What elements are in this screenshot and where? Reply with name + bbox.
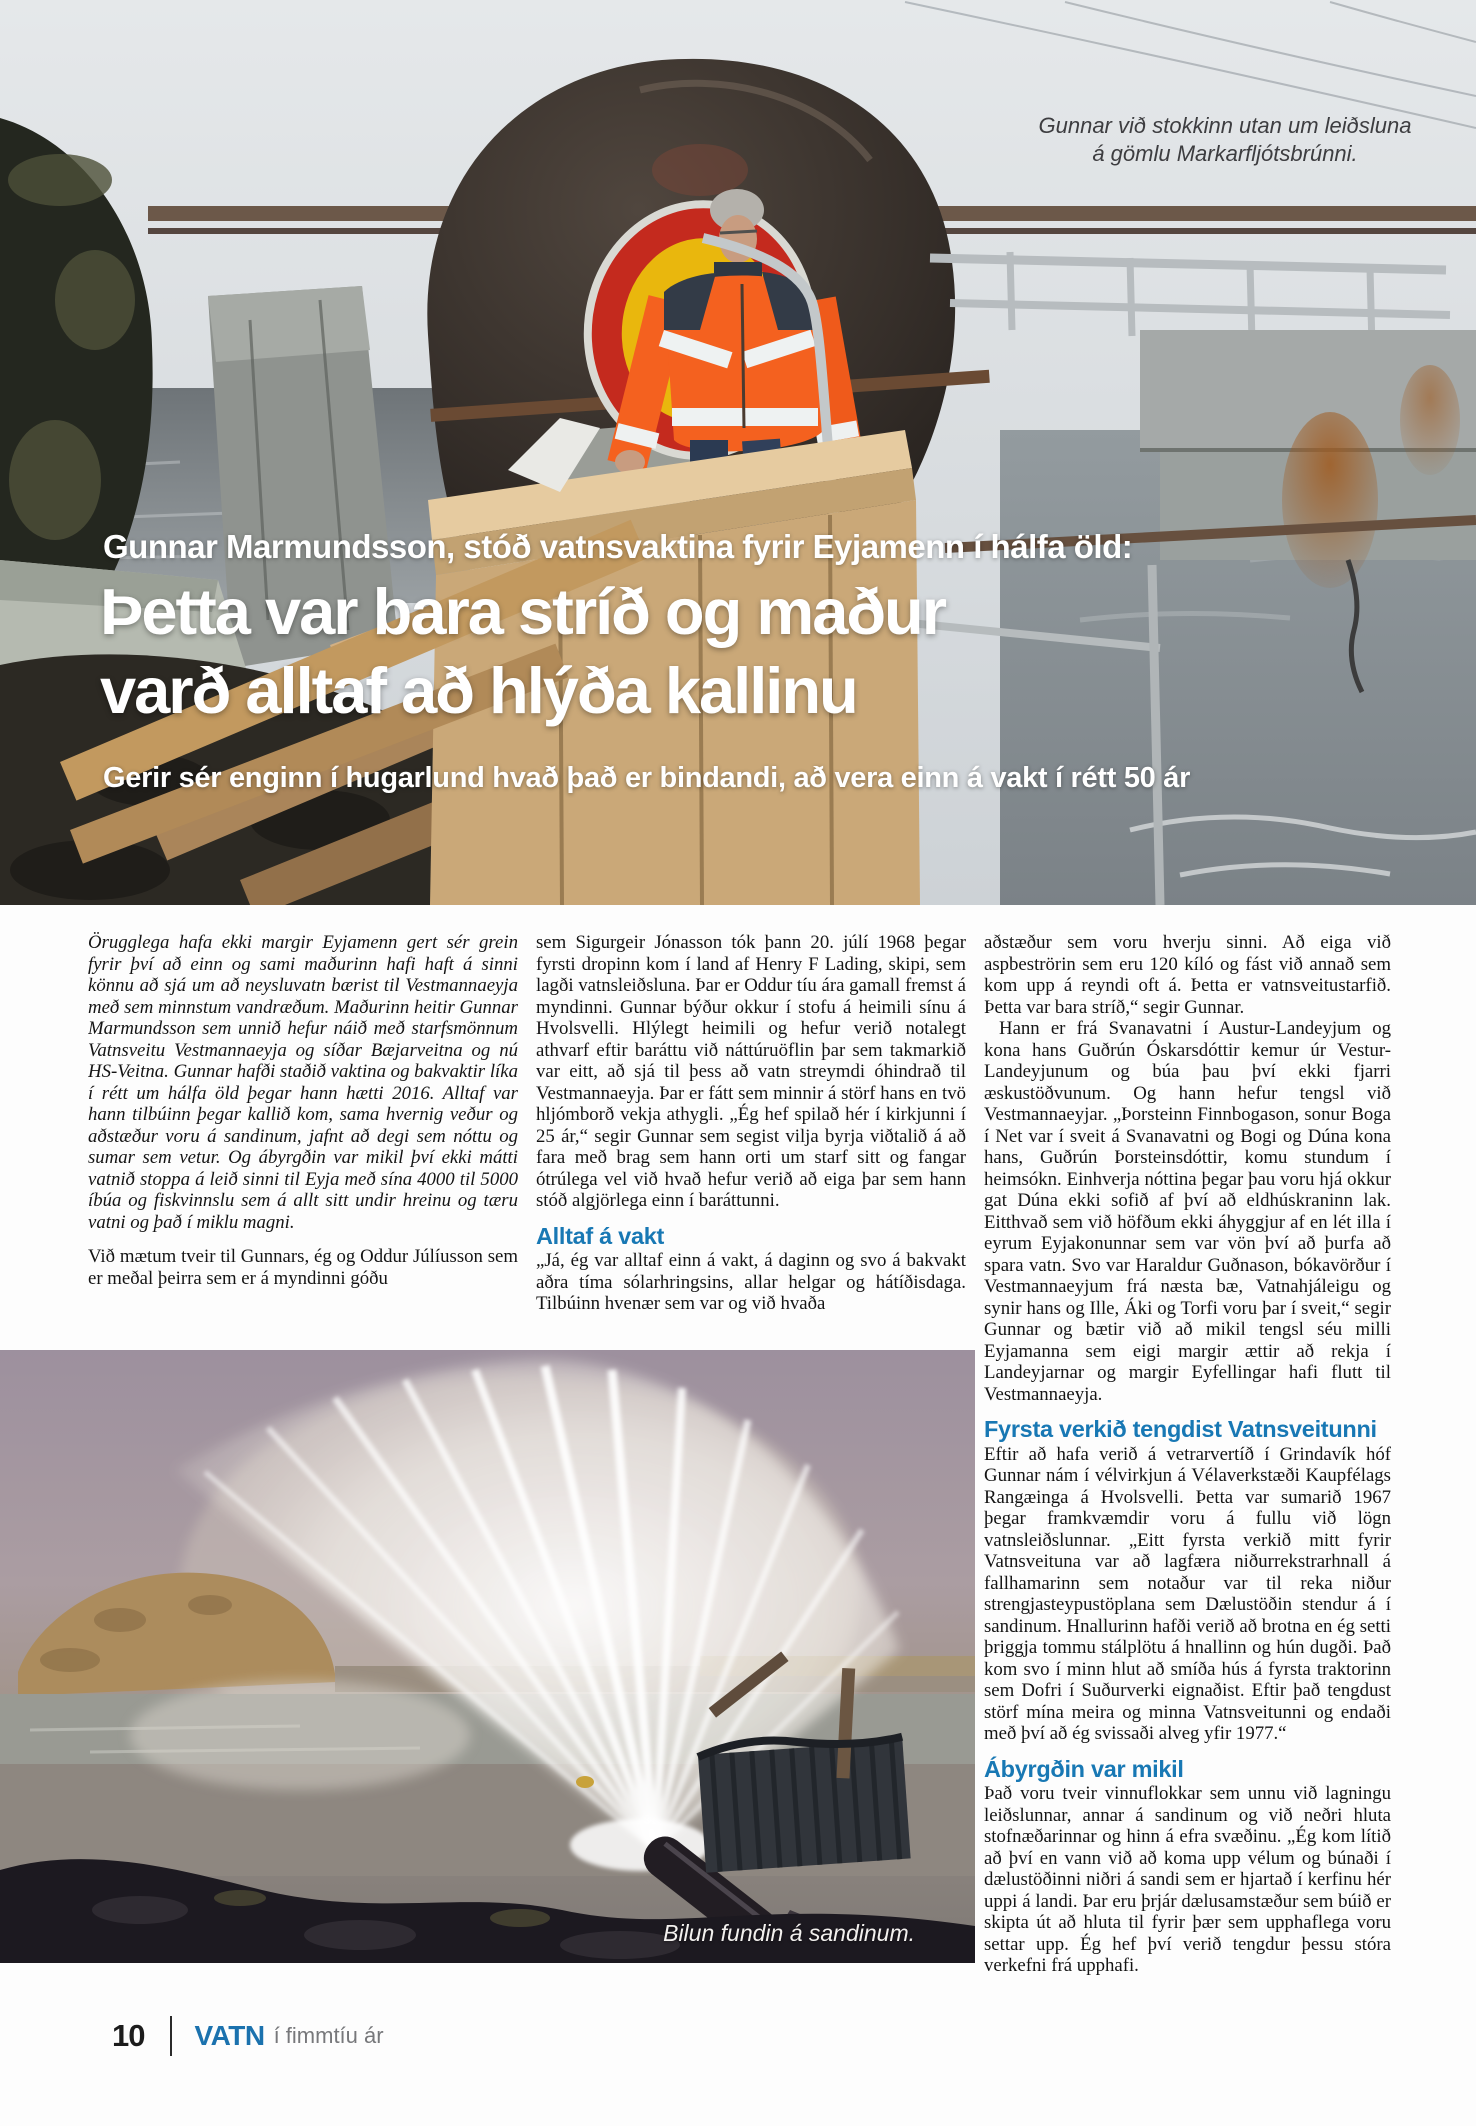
paragraph: Eftir að hafa verið á vetrarvertíð í Grindavík hóf Gunnar nám í vélvirkjun á Vélaverkstæði Kaupfélags Rangæinga á Hvolsvelli. Þetta var sumarið 1967 þegar framkvæmdir voru á fullu við lögn vatnsleiðslunnar. „Eitt fyrsta verkið mitt fyrir Vatnsveituna var að lagfæra niðurrekstrarhnall á fallhamarinn sem notaður var til reka niður strengjasteypustöplana sem Dælustöðin stendur á í sandinum. Hnallurinn hafði verið að brotna en ég setti þriggja tommu stálplötu á hnallinn og hún dugði. Það kom svo í minn hlut að smíða hús á fyrsta traktorinn sem Dofri í Suðurverki eignaðist. Eftir það tengdust störf mína meira og minna Vatnsveitunni og endaði með því að ég svissaði alveg yfir 1977.“ [984, 1443, 1391, 1744]
brand-logo: VATN [194, 2020, 265, 2051]
paragraph: „Já, ég var alltaf einn á vakt, á daginn og svo á bakvakt aðra tíma sólarhringsins, allar helgar og hátíðisdaga. Tilbúinn hvenær sem var og við hvaða [536, 1250, 966, 1314]
jacket-zip [742, 284, 744, 428]
paragraph: Það voru tveir vinnuflokkar sem unnu við lagningu leiðslunnar, annar á sandinum og við neðri hluta stofnæðarinnar og hinn á efra svæðinu. „Ég kom lítið að því en vann við að koma upp vélum og búnaði í dælustöðinni niðri á sandi sem er hjartað í kerfinu hér uppi á landi. Þar eru þrjár dælusamstæður sem búið er skipta út að hluta til fyrir þær sem upphaflega voru settar upp. Ég hef því verið tengdur þessu stóra verkefni frá upphafi. [984, 1783, 1391, 1976]
concrete-remnant-top [208, 286, 370, 362]
article-subtitle: Gerir sér enginn í hugarlund hvað það er bindandi, að vera einn á vakt í rétt 50 ár [103, 762, 1191, 794]
hero-photo-caption [1020, 112, 1430, 168]
section-heading-abyrgdin: Ábyrgðin var mikil [984, 1755, 1184, 1782]
paragraph: aðstæður sem voru hverju sinni. Að eiga við aspbeströrin sem eru 120 kíló og fást við annað sem kom upp á reyndi oft á. Þetta er vatnsveitustarfið. Þetta var bara stríð,“ segir Gunnar. [984, 932, 1391, 1018]
brand-suffix: í fimmtíu ár [273, 2023, 384, 2048]
worker-glasses [720, 231, 757, 233]
paragraph: sem Sigurgeir Jónasson tók þann 20. júlí 1968 þegar fyrsti dropinn kom í land af Henry F Lading, skipi, sem lagði vatnsleiðsluna. Þar er Oddur tíu ára gamall fremst á myndinni. Gunnar býður okkur í stofu á heimili sínu á Hvolsvelli. Hlýlegt heimili og hefur verið notalegt athvarf eftir baráttu við náttúruöflin þar sem takmarkið var eitt, að sjá til þess að vatn streymdi óhindrað til Vestmannaeyja. Þar er fátt sem minnir á störf hans en tvö hljómborð vekja athygli. „Ég hef spilað hér í kirkjunni í 25 ár,“ segir Gunnar sem segist vilja byrja viðtalið á að fara með brag sem hann orti um starf sitt og fangar ótrúlega vel við hvað hefur verið að eiga þar sem hann stóð algjörlega einn í baráttunni. [536, 932, 966, 1211]
hero-photo [0, 0, 1476, 905]
mist [130, 1680, 470, 1790]
burst-pipe-caption: Bilun fundin á sandinum. [663, 1920, 915, 1946]
section-heading-fyrsta-verkid: Fyrsta verkið tengdist Vatnsveitunni [984, 1416, 1377, 1442]
boulder-red-patch [652, 144, 748, 196]
burst-pipe-photo [0, 1350, 975, 1963]
footer-divider [170, 2016, 172, 2056]
article-column-2 [536, 932, 966, 1346]
rust-stain [1282, 412, 1378, 588]
article-kicker: Gunnar Marmundsson, stóð vatnsvaktina fyrir Eyjamenn í hálfa öld: [103, 528, 1133, 565]
hero-caption-line1: Gunnar við stokkinn utan um leiðsluna [1038, 113, 1412, 138]
burst-pipe-illustration [0, 1350, 975, 1963]
article-title-line1: Þetta var bara stríð og maður [100, 575, 946, 648]
floating-object [576, 1776, 594, 1788]
page-footer [112, 2013, 384, 2059]
section-heading-alltaf-a-vakt: Alltaf á vakt [536, 1222, 665, 1249]
article-column-1 [88, 932, 518, 1346]
page-number: 10 [112, 2018, 145, 2053]
hero-caption-line2: á gömlu Markarfljótsbrúnni. [1092, 141, 1358, 166]
paragraph: Hann er frá Svanavatni í Austur-Landeyjum og kona hans Guðrún Óskarsdóttir kemur úr Vestur-Landeyjunum og búa þau því ekki fjarri æskustöðvunum. Og hann hefur tengsl við Vestmannaeyjar. „Þorsteinn Finnbogason, sonur Boga í Net var í sveit á Svanavatni og Bogi og Dúna kona hans, Guðrún Þorsteinsdóttir, komu stundum í heimsókn. Einhverja nóttina þegar þau voru hjá okkur gat Dúna ekki sofið af því að eldhúskraninn lak. Eitthvað sem við höfðum ekki áhyggjur af en lét illa í eyrum Eyjakonunnar sem var vön því að þurfa að spara vatn. Svo var Haraldur Guðnason, bókavörður í Vestmannaeyjum frá næsta bæ, Vatnahjáleigu og synir hans og Ille, Áki og Torfi voru þar í sveit,“ segir Gunnar og bætir við að mikil tengsl séu milli Eyjamanna sem eigi margir ættir að rekja í Landeyjarnar og margir Eyfellingar hafi flutt til Vestmannaeyja. [984, 1018, 1391, 1405]
concrete-deck [1140, 330, 1476, 588]
article-column-3 [984, 932, 1391, 1982]
paragraph: Við mætum tveir til Gunnars, ég og Oddur Júlíusson sem er meðal þeirra sem er á myndinni góðu [88, 1246, 518, 1289]
article-title-line2: varð alltaf að hlýða kallinu [100, 654, 857, 727]
lead-paragraph: Örugglega hafa ekki margir Eyjamenn gert sér grein fyrir því að einn og sami maðurinn hafi haft á sinni könnu að sjá um að neysluvatn bærist til Vestmannaeyja með sem minnstum vandræðum. Maðurinn heitir Gunnar Marmundsson sem unnið hefur náið með starfsmönnum Vatnsveitu Vestmannaeyja og síðar Bæjarveitna og nú HS-Veitna. Gunnar hafði staðið vaktina og bakvaktir líka í rétt um hálfa öld þegar hann hætti 2016. Alltaf var hann tilbúinn þegar kallið kom, sama hvernig veður og aðstæður voru á sandinum, jafnt að degi sem nóttu og sumar sem vetur. Og ábyrgðin var mikil því ekki mátti vatnið stoppa á leið sinni til Eyja með sína 4000 til 5000 íbúa og fiskvinnslu sem á allt sitt undir hreinu og tæru vatni og það í miklu magni. [88, 932, 518, 1233]
article-title [100, 572, 945, 730]
